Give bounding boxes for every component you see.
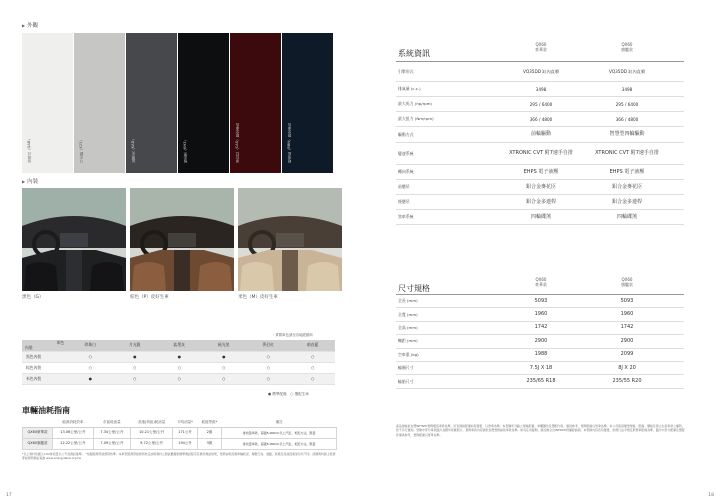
swatch bbox=[282, 33, 333, 173]
column-header: 耗能等級* bbox=[197, 418, 221, 427]
page-number: 18 bbox=[708, 493, 714, 498]
spec-row: 變速系統 XTRONIC CVT 附7速手自排 XTRONIC CVT 附7速手自排 bbox=[396, 143, 684, 165]
disclaimer-text: 產品規格依台灣INFINITI實際販售車款為準，所有規格配備如有變更，以實車為準。本型錄所刊載之規格配備、車體顏色及選配內容，僅供參考，實際配備以實車為準。本公司保留變更規格、配備、價格及停止生產車款之權利，恕不另行通知。型錄中部分車款圖片為國外原廠照片，實際車款內容請依台灣實際銷售車款為準。如有任何疑問，請洽詢全台INFINITI授權經銷商。本型錄內容若有變更，依現行法令規定與實車配備為準，圖片中部分配備及選配件僅供參考，實際配備以實車為準。 bbox=[396, 424, 685, 437]
column-header: 市區耗油量 bbox=[93, 418, 130, 427]
fuel-table bbox=[22, 418, 337, 450]
interior-caption: 棕色（P）皮好生車 bbox=[130, 295, 169, 300]
spec-row: 後懸吊 鋁合金多連桿 鋁合金多連桿 bbox=[396, 195, 684, 210]
swatch-label: 珍珠白（QAB） bbox=[27, 137, 31, 163]
system-info-block bbox=[396, 42, 684, 222]
fuel-guide-title: 車輛油耗指南 bbox=[22, 406, 70, 415]
column-header: 備註 bbox=[222, 418, 337, 427]
swatch-label: 鈦墨灰（KAD） bbox=[131, 137, 135, 163]
spec-row: 煞車系統 四輪碟煞 四輪碟煞 bbox=[396, 210, 684, 225]
column-header: 高速(郊區)耗油量 bbox=[131, 418, 173, 427]
interior-item bbox=[130, 188, 234, 300]
model-column-header: QX60 旗艦款 bbox=[621, 42, 633, 52]
table-row: 米色內裝 ● ○ ○ ○ ○ ○ bbox=[22, 373, 335, 384]
spec-row: 排氣量 (c.c.) 3498 3498 bbox=[396, 82, 684, 97]
swatch bbox=[74, 33, 125, 173]
system-info-title: 系統資訊 bbox=[398, 49, 430, 58]
page-number: 17 bbox=[6, 493, 12, 498]
table-row: QX60旗艦款 12.22公里/公升 7.09公里/公升 9.72公里/公升 194公升 3級 排放量車款，超過5,000CC以上汽缸，相近方法，限量 bbox=[23, 438, 337, 449]
swatch bbox=[178, 33, 229, 173]
column-header: 極光黑 bbox=[202, 340, 247, 351]
spec-row: 空車重 (kg) 1988 2099 bbox=[396, 349, 684, 362]
spec-row: 最大扭力 (Nm/rpm) 366 / 4800 366 / 4800 bbox=[396, 112, 684, 127]
interior-item bbox=[22, 188, 126, 300]
spec-row: 全高 (mm) 1742 1742 bbox=[396, 322, 684, 335]
table-row: 棕色內裝 ○ ○ ○ ○ ○ ○ bbox=[22, 362, 335, 373]
column-header: 月光銀 bbox=[113, 340, 158, 351]
interior-heading: ▶ 內裝 bbox=[22, 178, 39, 185]
dimensions-title: 尺寸規格 bbox=[398, 284, 430, 293]
column-header: 暗夜藍 bbox=[291, 340, 336, 351]
column-header: 鈦墨灰 bbox=[157, 340, 202, 351]
interior-caption: 黑色（G） bbox=[22, 295, 44, 300]
interior-item bbox=[238, 188, 342, 300]
swatch bbox=[126, 33, 177, 173]
spec-row: 最大馬力 (hp/rpm) 295 / 6400 295 / 6400 bbox=[396, 97, 684, 112]
table-row: 黑色內裝 ○ ● ● ● ○ ○ bbox=[22, 351, 335, 362]
table-row: QX60豪華款 13.06公里/公升 7.34公里/公升 10.21公里/公升 171公升 2級 排放量車款，超過5,000CC以上汽缸，相近方法，限量 bbox=[23, 427, 337, 438]
table-corner: 車色 內裝 bbox=[22, 340, 68, 351]
spec-row: 全長 (mm) 5093 5093 bbox=[396, 295, 684, 308]
spec-row: 驅動方式 前輪驅動 智慧型四輪驅動 bbox=[396, 127, 684, 143]
spec-row: 全寬 (mm) 1960 1960 bbox=[396, 308, 684, 321]
interior-photo bbox=[22, 188, 126, 291]
spec-row: 轉向系統 EHPS 電子液壓 EHPS 電子液壓 bbox=[396, 165, 684, 180]
system-rows bbox=[396, 62, 684, 225]
color-swatches bbox=[22, 33, 333, 173]
dimension-rows bbox=[396, 295, 684, 389]
color-combination-table bbox=[22, 340, 335, 385]
exterior-heading: ▶ 外觀 bbox=[22, 22, 39, 29]
fuel-footnotes: *以上資料依據之CO2排放量以公升為測試基準。 *依據經濟部能源局核準。本車型經濟部能源局核定油耗資料之測試數據依標準測試程序及條件測試結果，實際油耗需視車輛狀況、駕駛行為、道路、氣候及其他因素而有所不同。詳細資料請上經濟部能源局網站查詢 www.energylabel.org.tw bbox=[22, 452, 336, 461]
spec-row: 輪圈尺寸 7.5J X 18 8J X 20 bbox=[396, 362, 684, 375]
spec-row: 輪胎尺寸 235/65 R18 235/55 R20 bbox=[396, 375, 684, 388]
legend: ● 標準配備 ○ 選配生車 bbox=[268, 392, 309, 396]
spec-row: 軸距 (mm) 2900 2900 bbox=[396, 335, 684, 348]
swatch-label: 暗夜藍（RBN）限定車色 bbox=[287, 122, 291, 163]
swatch bbox=[230, 33, 281, 173]
swatch-label: 極光黑（KH3） bbox=[183, 137, 187, 163]
column-header: 珍珠白 bbox=[68, 340, 113, 351]
column-header bbox=[23, 418, 53, 427]
spec-row: 前懸吊 鋁合金麥花臣 鋁合金麥花臣 bbox=[396, 180, 684, 195]
interior-photo bbox=[130, 188, 234, 291]
column-header: 夢幻紅 bbox=[246, 340, 291, 351]
interior-photos bbox=[22, 188, 342, 300]
swatch bbox=[22, 33, 73, 173]
interior-caption: 米色（M）皮好生車 bbox=[238, 295, 278, 300]
model-column-header: QX60 豪華款 bbox=[535, 42, 547, 52]
interior-photo bbox=[238, 188, 342, 291]
swatch-label: 夢幻紅（CAS）限定車色 bbox=[235, 123, 239, 163]
column-header: 能源消耗效率 bbox=[53, 418, 94, 427]
dimensions-block bbox=[396, 277, 684, 397]
triangle-right-icon: ▶ bbox=[22, 22, 26, 28]
spec-row: 引擎形式 VQ35DD 缸內直噴 VQ35DD 缸內直噴 bbox=[396, 62, 684, 82]
triangle-right-icon: ▶ bbox=[22, 178, 26, 184]
combo-note: ・實際車色請至各地經銷商 bbox=[272, 333, 313, 337]
model-column-header: QX60 旗艦款 bbox=[621, 277, 633, 287]
swatch-label: 月光銀（K23） bbox=[79, 138, 83, 163]
column-header: 平均油量* bbox=[173, 418, 197, 427]
model-column-header: QX60 豪華款 bbox=[535, 277, 547, 287]
